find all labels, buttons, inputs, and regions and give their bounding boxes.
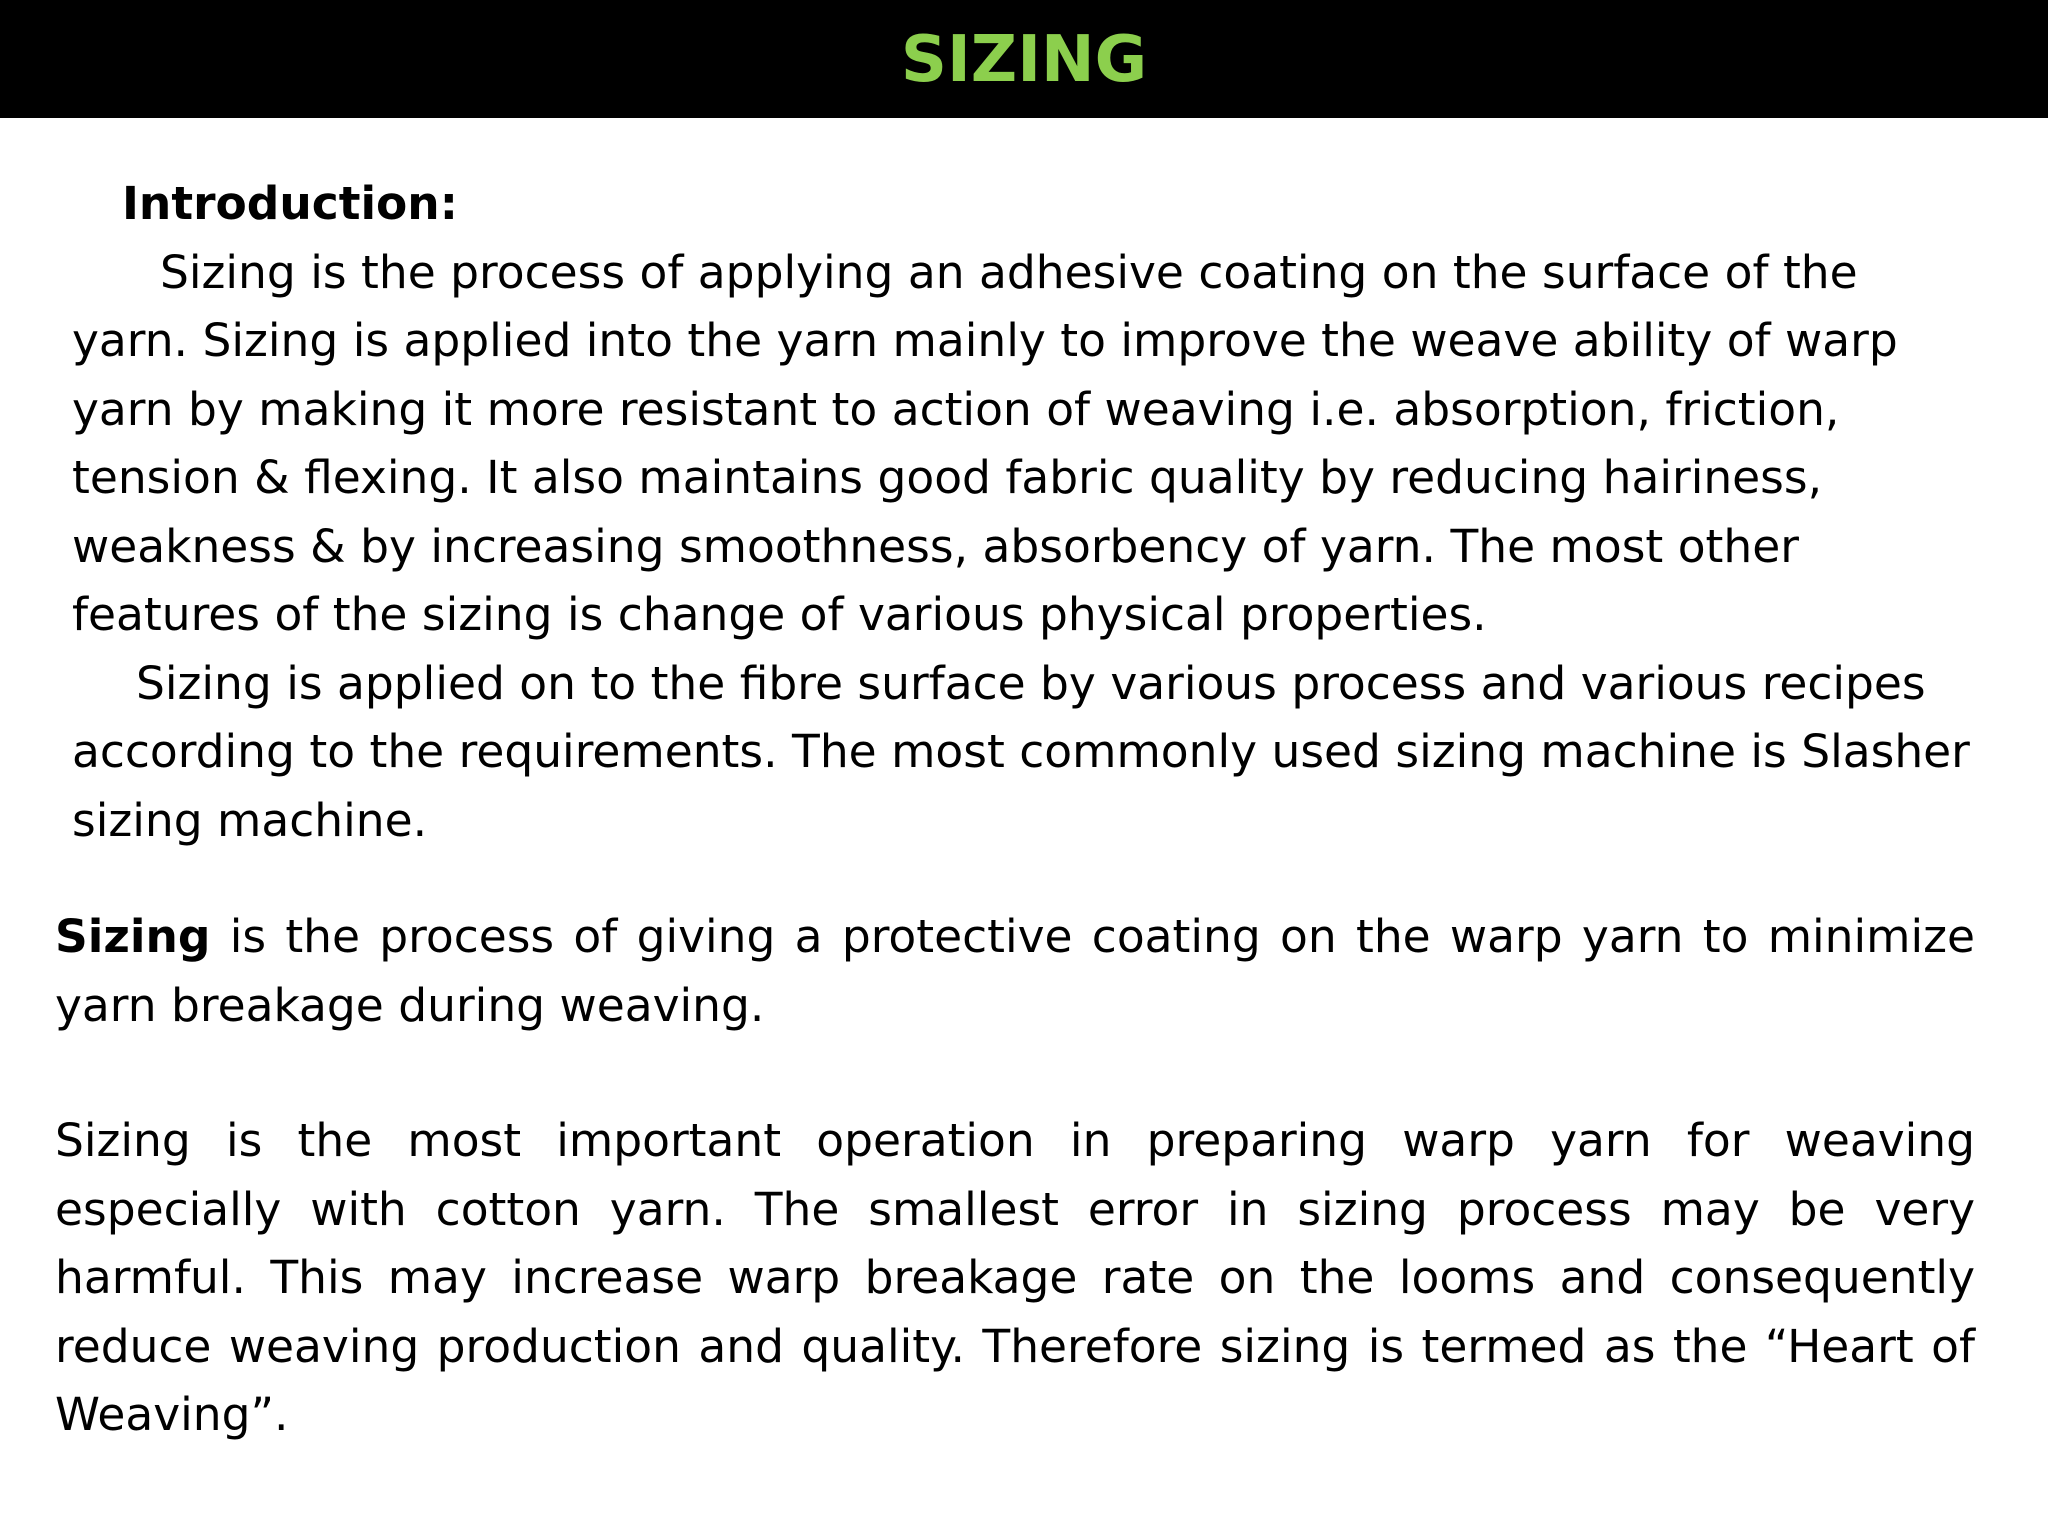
intro-line: weakness & by increasing smoothness, absorbency of yarn. The most other <box>72 519 1799 573</box>
intro-line: tension & flexing. It also maintains good fabric quality by reducing hairiness, <box>72 451 1823 504</box>
intro-line: Sizing is applied on to the fibre surface by various process and various recipes <box>136 656 1926 710</box>
introduction-section <box>72 170 1982 855</box>
intro-line: yarn by making it more resistant to action of weaving i.e. absorption, friction, <box>72 382 1840 436</box>
importance-paragraph: Sizing is the most important operation in preparing warp yarn for weaving especially with cotton yarn. The smallest error in sizing process may be very harmful. This may increase warp breakage rate on the looms and consequently reduce weaving production and quality. Therefore sizing is termed as the “Heart of Weaving”. <box>55 1114 1975 1441</box>
intro-line: features of the sizing is change of various physical properties. <box>72 588 1487 641</box>
definition-text: is the process of giving a protective coating on the warp yarn to minimize yarn breakage during weaving. <box>55 910 1975 1032</box>
intro-line: sizing machine. <box>72 793 428 847</box>
introduction-heading: Introduction: <box>122 177 458 230</box>
intro-line: yarn. Sizing is applied into the yarn mainly to improve the weave ability of warp <box>72 314 1898 367</box>
title-bar <box>0 0 2048 118</box>
slide-title: SIZING <box>900 23 1148 97</box>
definition-term: Sizing <box>55 910 211 963</box>
definition-paragraph <box>55 903 1975 1040</box>
intro-line: according to the requirements. The most commonly used sizing machine is Slasher <box>72 725 1970 778</box>
intro-line: Sizing is the process of applying an adhesive coating on the surface of the <box>160 245 1858 299</box>
